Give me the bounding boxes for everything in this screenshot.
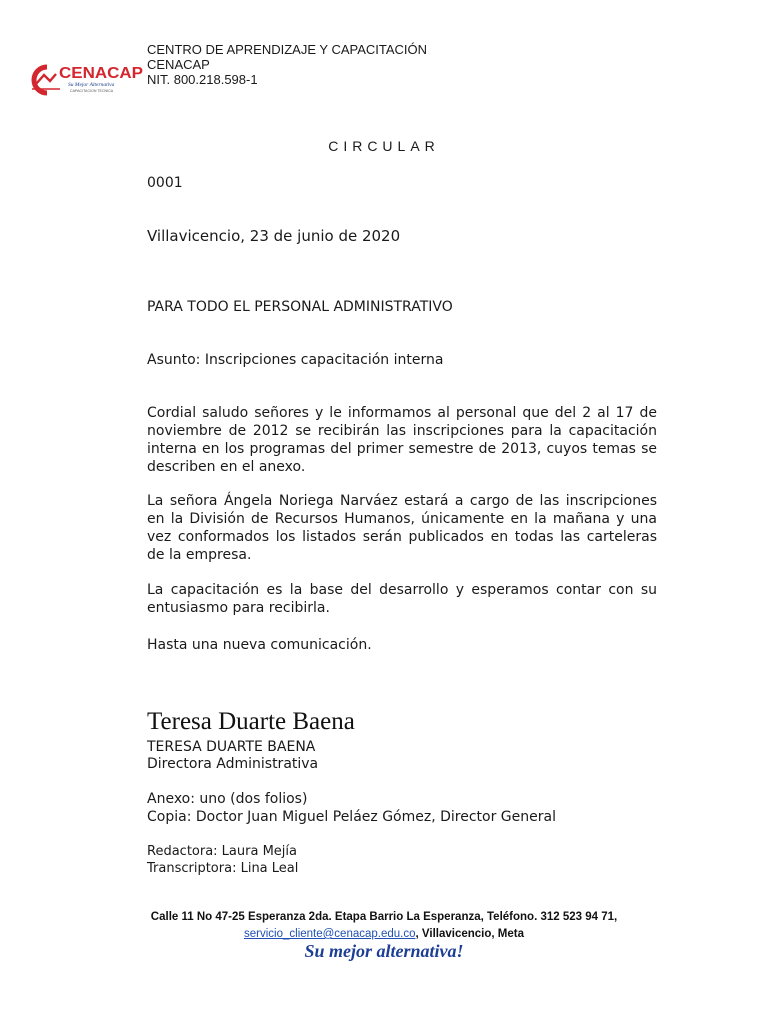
footer-city: , Villavicencio, Meta: [415, 928, 524, 940]
letterhead-line-3: NIT. 800.218.598-1: [147, 72, 258, 87]
signer-name: TERESA DUARTE BAENA: [147, 739, 316, 755]
footer-slogan: Su mejor alternativa!: [304, 941, 464, 961]
cenacap-logo-icon: [26, 62, 144, 98]
footer-email-link[interactable]: servicio_cliente@cenacap.edu.co: [244, 928, 416, 940]
copy-line: Copia: Doctor Juan Miguel Peláez Gómez, Director General: [147, 809, 556, 825]
company-logo: [26, 62, 144, 98]
body-paragraph-2: La señora Ángela Noriega Narváez estará a cargo de las inscripciones en la División de Recursos Humanos, únicamente en la mañana y una vez conformados los listados serán publicados en todas las carteleras de la empresa.: [147, 493, 657, 563]
body-paragraph-3: La capacitación es la base del desarrollo y esperamos contar con su entusiasmo para recibirla.: [147, 582, 657, 616]
drafter-line: Redactora: Laura Mejía: [147, 844, 297, 859]
letterhead-line-2: CENACAP: [147, 57, 210, 72]
footer-address: Calle 11 No 47-25 Esperanza 2da. Etapa Barrio La Esperanza, Teléfono. 312 523 94 71,: [150, 911, 618, 923]
body-paragraph-1: Cordial saludo señores y le informamos al personal que del 2 al 17 de noviembre de 2012 se recibirán las inscripciones para la capacitación interna en los programas del primer semestre de 2013, cuyos temas se describen en el anexo.: [147, 405, 657, 475]
logo-subline: CAPACITACION TECNICA: [70, 89, 114, 93]
transcriber-line: Transcriptora: Lina Leal: [147, 861, 299, 876]
letterhead: [147, 42, 427, 87]
signer-role: Directora Administrativa: [147, 756, 319, 772]
logo-brand-text: CENACAP: [59, 65, 144, 82]
recipient-line: PARA TODO EL PERSONAL ADMINISTRATIVO: [147, 299, 453, 315]
handwritten-signature: Teresa Duarte Baena: [147, 708, 355, 735]
circular-number: 0001: [147, 175, 183, 191]
place-date: Villavicencio, 23 de junio de 2020: [147, 227, 401, 245]
subject-line: Asunto: Inscripciones capacitación interna: [147, 352, 444, 368]
document-title: CIRCULAR: [328, 138, 440, 154]
closing-line: Hasta una nueva comunicación.: [147, 637, 372, 653]
logo-tagline: Su Mejor Alternativa: [68, 82, 115, 88]
annex-line: Anexo: uno (dos folios): [147, 791, 308, 807]
letterhead-line-1: CENTRO DE APRENDIZAJE Y CAPACITACIÓN: [147, 42, 428, 57]
